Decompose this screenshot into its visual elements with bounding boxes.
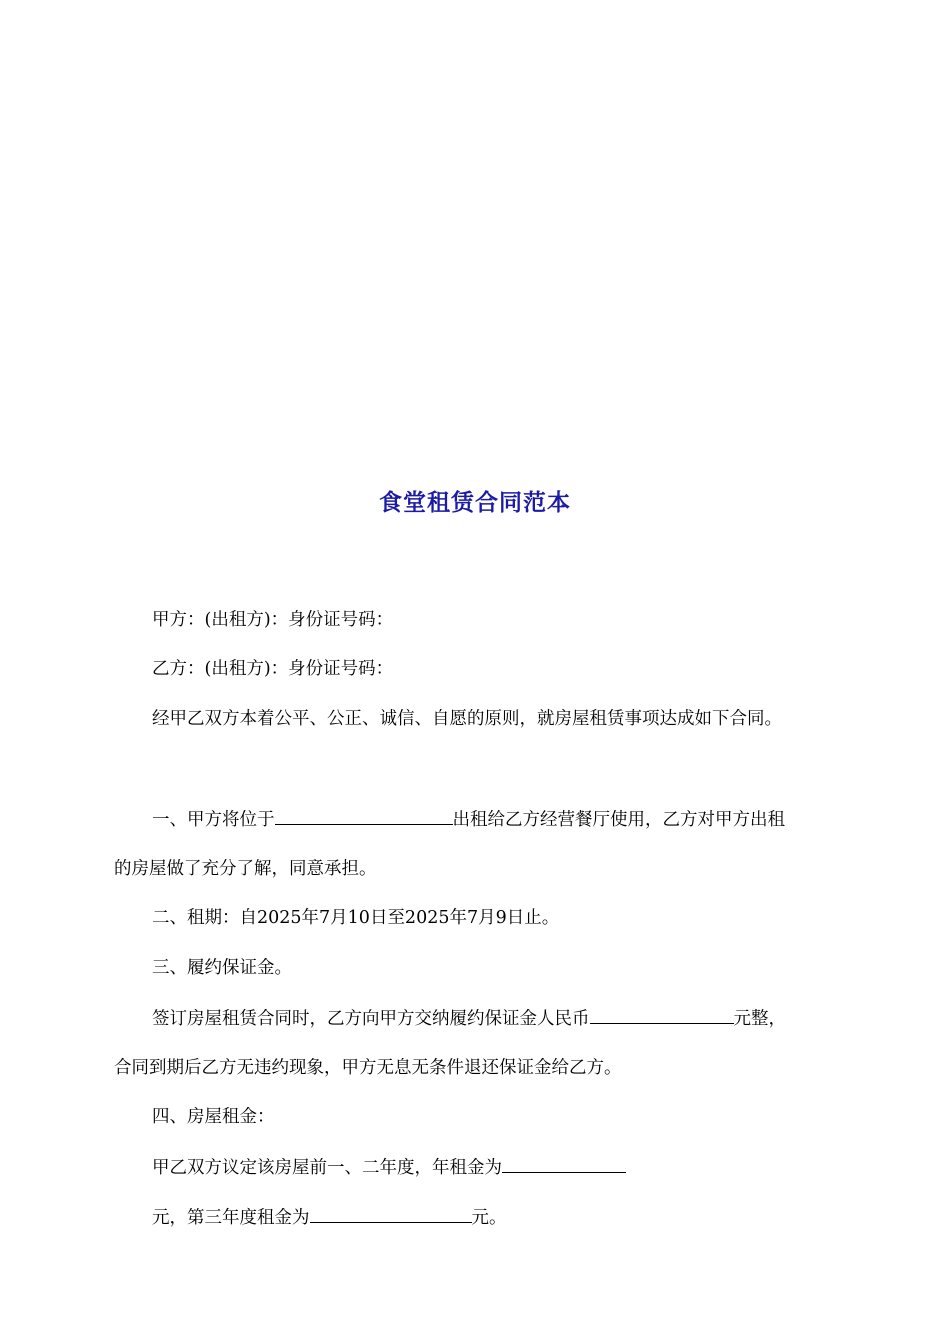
clause-3-heading: 三、履约保证金。 (152, 958, 292, 978)
clause-1-line (152, 807, 785, 832)
party-b-line: 乙方：(出租方)：身份证号码： (152, 659, 394, 679)
deposit-line (152, 1006, 786, 1031)
document-title: 食堂租赁合同范本 (379, 489, 571, 516)
party-a-line: 甲方：(出租方)：身份证号码： (152, 610, 394, 630)
intro-paragraph: 经甲乙双方本着公平、公正、诚信、自愿的原则，就房屋租赁事项达成如下合同。 (152, 709, 782, 729)
deposit-suffix: 元整， (733, 1009, 786, 1029)
deposit-continuation: 合同到期后乙方无违约现象，甲方无息无条件退还保证金给乙方。 (114, 1058, 622, 1078)
rent-prefix: 甲乙双方议定该房屋前一、二年度，年租金为 (152, 1158, 502, 1178)
clause-1-prefix: 一、甲方将位于 (152, 810, 275, 830)
rent-line (152, 1155, 626, 1180)
rent-third-suffix: 元。 (471, 1208, 507, 1228)
clause-1-suffix: 出租给乙方经营餐厅使用，乙方对甲方出租 (452, 810, 785, 830)
deposit-prefix: 签订房屋租赁合同时，乙方向甲方交纳履约保证金人民币 (152, 1009, 590, 1029)
rent-third-prefix: 元，第三年度租金为 (152, 1208, 310, 1228)
rent-third-year-line (152, 1205, 507, 1230)
location-blank[interactable] (275, 807, 453, 825)
clause-1-continuation: 的房屋做了充分了解，同意承担。 (114, 859, 377, 879)
third-year-rent-blank[interactable] (310, 1205, 472, 1223)
clause-4-heading: 四、房屋租金： (152, 1107, 275, 1127)
annual-rent-blank[interactable] (502, 1155, 626, 1173)
deposit-amount-blank[interactable] (590, 1006, 734, 1024)
clause-2-line: 二、租期：自2025年7月10日至2025年7月9日止。 (152, 908, 560, 928)
